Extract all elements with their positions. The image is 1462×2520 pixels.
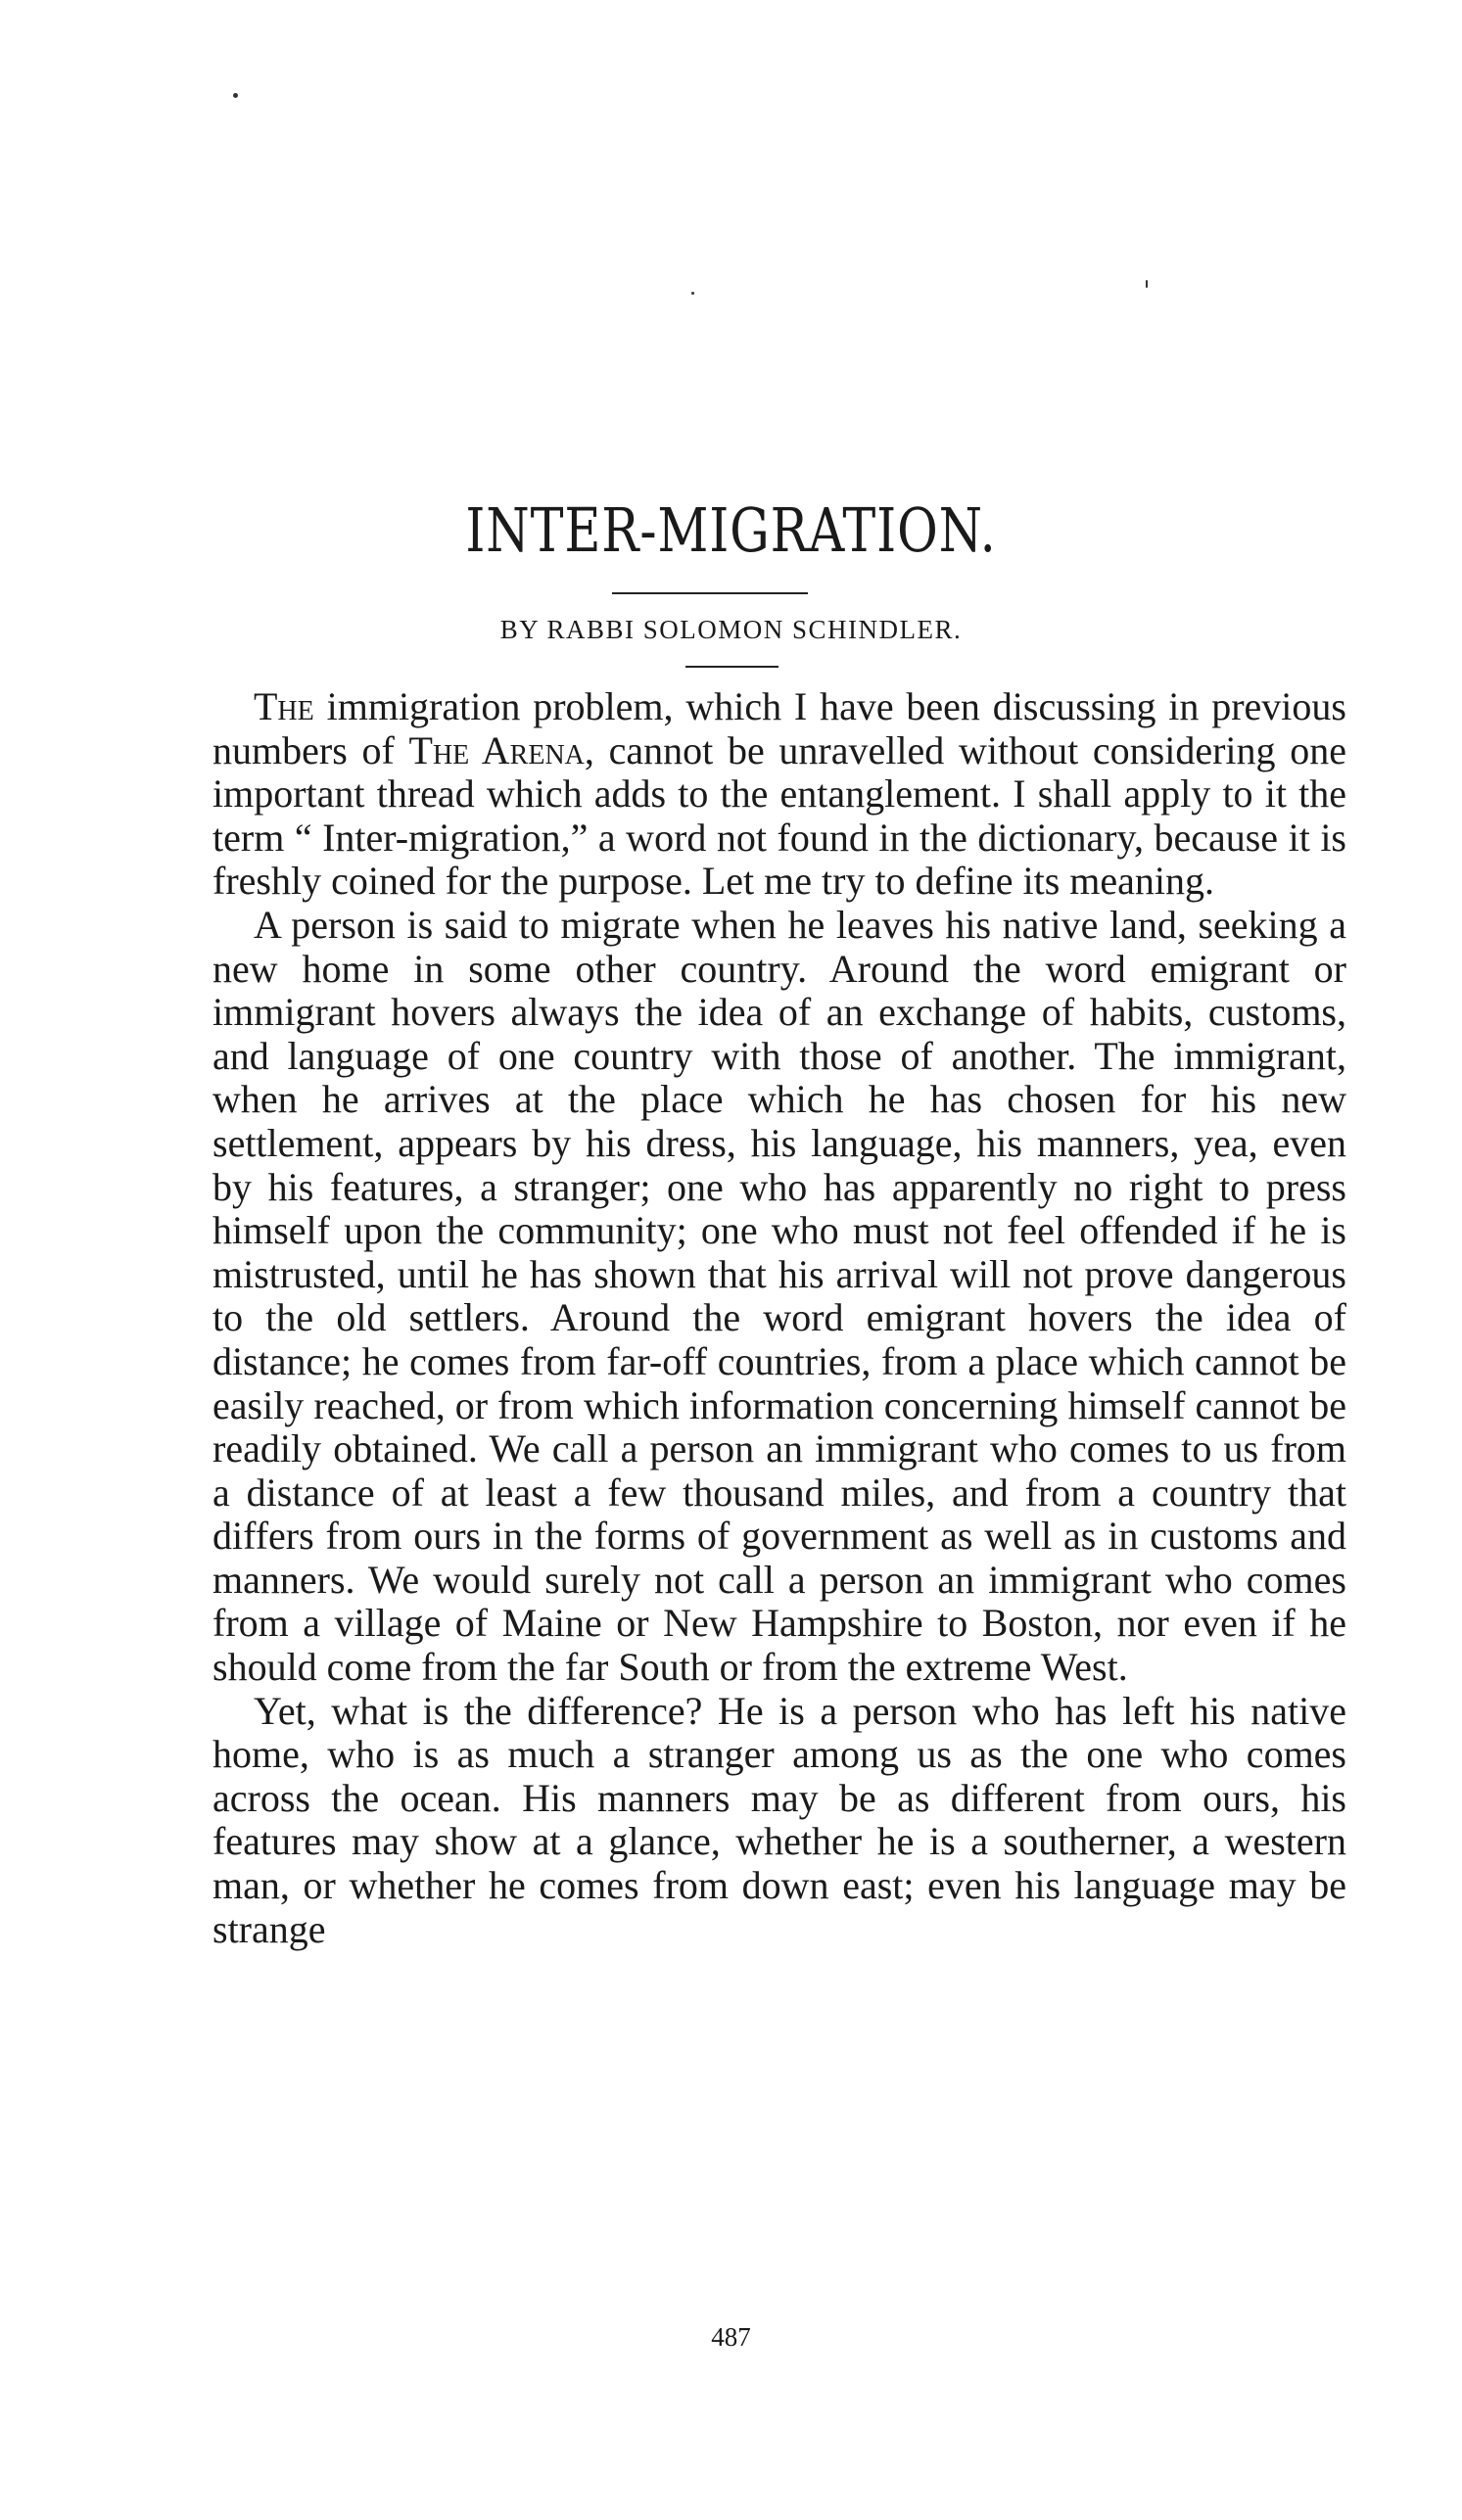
paragraph-lead-word: The xyxy=(254,684,314,728)
title-rule xyxy=(612,592,808,594)
paragraph-1 xyxy=(212,685,1346,904)
paragraph-3: Yet, what is the difference? He is a person who has left his native home, who is as much a stranger among us as the one who comes across the ocean. His manners may be as different from ours, his features may show at a glance, whether he is a southerner, a western man, or whether he comes from down east; even his language may be strange xyxy=(212,1688,1346,1951)
paragraph-2: A person is said to migrate when he leaves his native land, seeking a new home in some other country. Around the word emigrant or immigrant hovers always the idea of an exchange of habits, customs, and language of one country with those of another. The immigrant, when he arrives at the place which he has chosen for his new settlement, appears by his dress, his language, his manners, yea, even by his features, a stranger; one who has apparently no right to press himself upon the community; one who must not feel offended if he is mistrusted, until he has shown that his arrival will not prove dangerous to the old settlers. Around the word emigrant hovers the idea of distance; he comes from far-off countries, from a place which cannot be easily reached, or from which information concerning himself cannot be readily obtained. We call a person an immigrant who comes to us from a distance of at least a few thousand miles, and from a country that differs from ours in the forms of government as well as in customs and manners. We would surely not call a person an immigrant who comes from a village of Maine or New Hampshire to Boston, nor even if he should come from the far South or from the extreme West. xyxy=(212,902,1346,1690)
print-speck xyxy=(691,292,694,295)
byline-rule xyxy=(685,666,778,668)
page-number: 487 xyxy=(711,2322,751,2352)
paragraph-1-text-b: , cannot be unravelled without considering one important thread which adds to the entanglement. I shall apply to it the term “ Inter-migration,” a word not found in the dictionary, because it is freshly coined for the purpose. Let me try to define its meaning. xyxy=(212,727,1346,904)
article-body xyxy=(212,685,1346,1951)
print-speck xyxy=(233,93,238,98)
print-speck xyxy=(1146,280,1148,288)
article-byline: BY RABBI SOLOMON SCHINDLER. xyxy=(499,615,963,644)
journal-name: The Arena xyxy=(408,727,585,772)
article-title: INTER-MIGRATION. xyxy=(465,494,997,566)
paragraph-1-text-a: immigration problem, which I have been discussing in previous numbers of xyxy=(212,684,1346,772)
